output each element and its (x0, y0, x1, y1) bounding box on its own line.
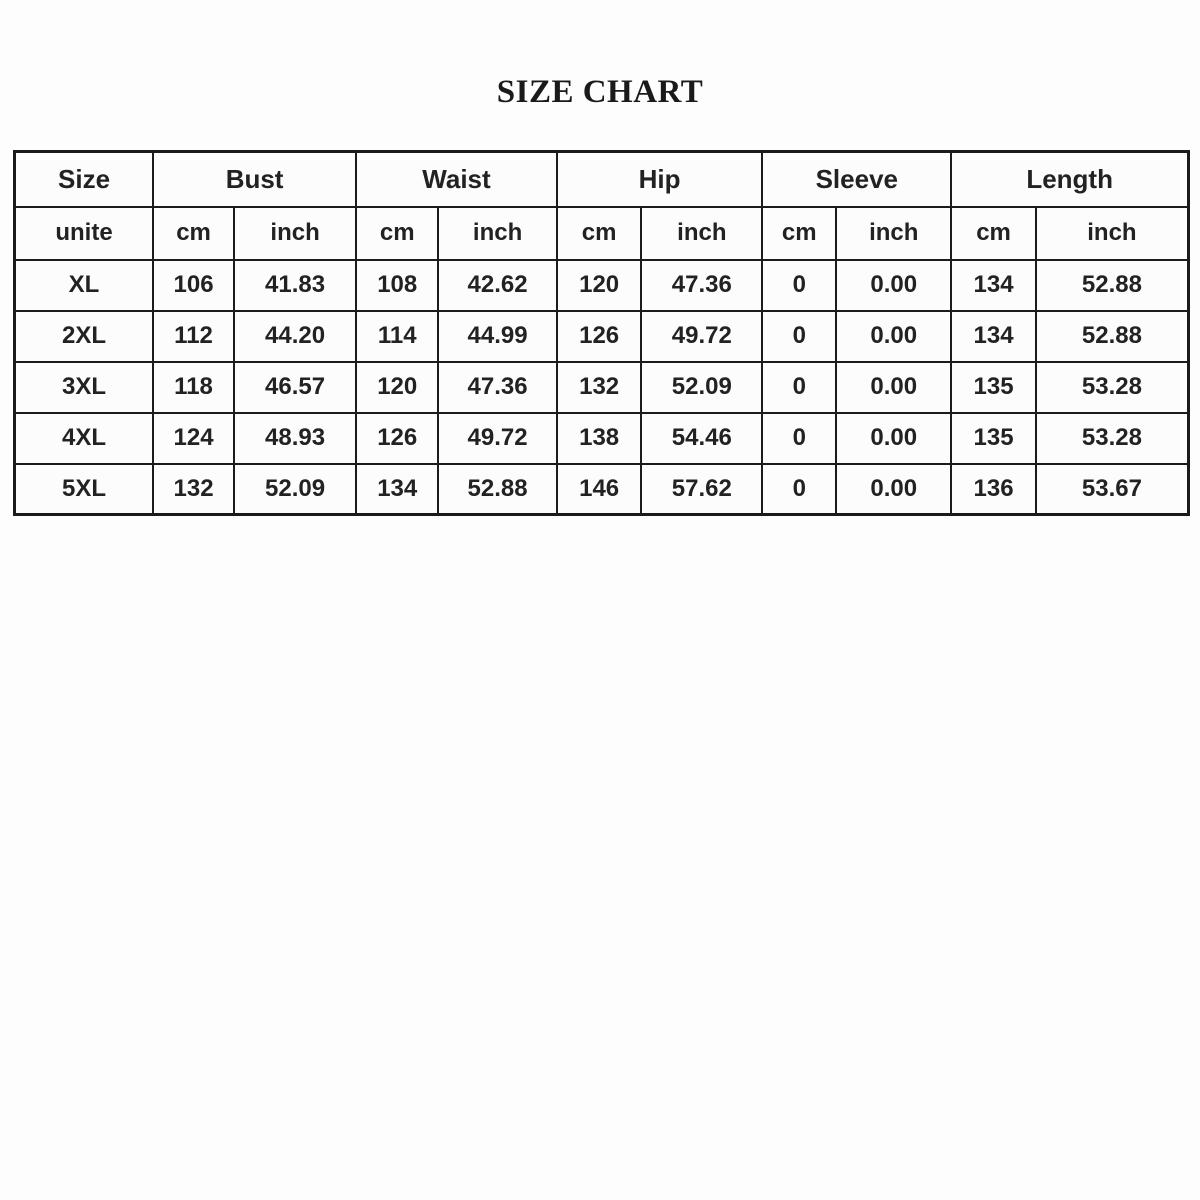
value-cell: 0 (762, 464, 836, 515)
value-cell: 54.46 (641, 413, 762, 464)
value-cell: 134 (951, 260, 1036, 311)
value-cell: 135 (951, 413, 1036, 464)
value-cell: 49.72 (438, 413, 557, 464)
value-cell: 134 (356, 464, 438, 515)
table-row-3xl (15, 362, 1189, 413)
value-cell: 0.00 (836, 260, 951, 311)
value-cell: 106 (153, 260, 234, 311)
value-cell: 138 (557, 413, 642, 464)
value-cell: 0.00 (836, 362, 951, 413)
unit-cell: inch (234, 207, 356, 260)
unit-cell: unite (15, 207, 154, 260)
page-title: SIZE CHART (496, 74, 704, 110)
unit-cell: cm (557, 207, 642, 260)
value-cell: 47.36 (641, 260, 762, 311)
value-cell: 52.09 (641, 362, 762, 413)
value-cell: 53.28 (1036, 413, 1189, 464)
value-cell: 124 (153, 413, 234, 464)
size-cell: XL (15, 260, 154, 311)
header-cell-waist: Waist (356, 152, 557, 207)
value-cell: 108 (356, 260, 438, 311)
value-cell: 120 (356, 362, 438, 413)
size-chart-table (13, 150, 1190, 516)
unit-cell: inch (438, 207, 557, 260)
value-cell: 52.09 (234, 464, 356, 515)
value-cell: 118 (153, 362, 234, 413)
value-cell: 126 (356, 413, 438, 464)
value-cell: 44.20 (234, 311, 356, 362)
value-cell: 126 (557, 311, 642, 362)
header-cell-bust: Bust (153, 152, 356, 207)
value-cell: 44.99 (438, 311, 557, 362)
group-header-row (15, 152, 1189, 207)
value-cell: 46.57 (234, 362, 356, 413)
value-cell: 52.88 (438, 464, 557, 515)
value-cell: 49.72 (641, 311, 762, 362)
size-cell: 5XL (15, 464, 154, 515)
value-cell: 57.62 (641, 464, 762, 515)
header-cell-size: Size (15, 152, 154, 207)
value-cell: 42.62 (438, 260, 557, 311)
value-cell: 0 (762, 311, 836, 362)
value-cell: 47.36 (438, 362, 557, 413)
value-cell: 52.88 (1036, 260, 1189, 311)
value-cell: 0.00 (836, 464, 951, 515)
table-row-xl (15, 260, 1189, 311)
unit-cell: inch (641, 207, 762, 260)
unit-header-row (15, 207, 1189, 260)
header-cell-length: Length (951, 152, 1188, 207)
unit-cell: cm (762, 207, 836, 260)
header-cell-hip: Hip (557, 152, 762, 207)
size-cell: 4XL (15, 413, 154, 464)
unit-cell: cm (951, 207, 1036, 260)
value-cell: 52.88 (1036, 311, 1189, 362)
value-cell: 0 (762, 362, 836, 413)
table-row-4xl (15, 413, 1189, 464)
value-cell: 132 (557, 362, 642, 413)
value-cell: 0.00 (836, 311, 951, 362)
value-cell: 41.83 (234, 260, 356, 311)
table-row-5xl (15, 464, 1189, 515)
size-cell: 2XL (15, 311, 154, 362)
unit-cell: inch (836, 207, 951, 260)
unit-cell: cm (356, 207, 438, 260)
value-cell: 132 (153, 464, 234, 515)
value-cell: 114 (356, 311, 438, 362)
value-cell: 134 (951, 311, 1036, 362)
value-cell: 135 (951, 362, 1036, 413)
unit-cell: inch (1036, 207, 1189, 260)
value-cell: 0 (762, 260, 836, 311)
value-cell: 136 (951, 464, 1036, 515)
value-cell: 146 (557, 464, 642, 515)
header-cell-sleeve: Sleeve (762, 152, 951, 207)
table-row-2xl (15, 311, 1189, 362)
value-cell: 53.28 (1036, 362, 1189, 413)
value-cell: 0.00 (836, 413, 951, 464)
size-cell: 3XL (15, 362, 154, 413)
value-cell: 120 (557, 260, 642, 311)
value-cell: 0 (762, 413, 836, 464)
value-cell: 53.67 (1036, 464, 1189, 515)
value-cell: 48.93 (234, 413, 356, 464)
unit-cell: cm (153, 207, 234, 260)
value-cell: 112 (153, 311, 234, 362)
